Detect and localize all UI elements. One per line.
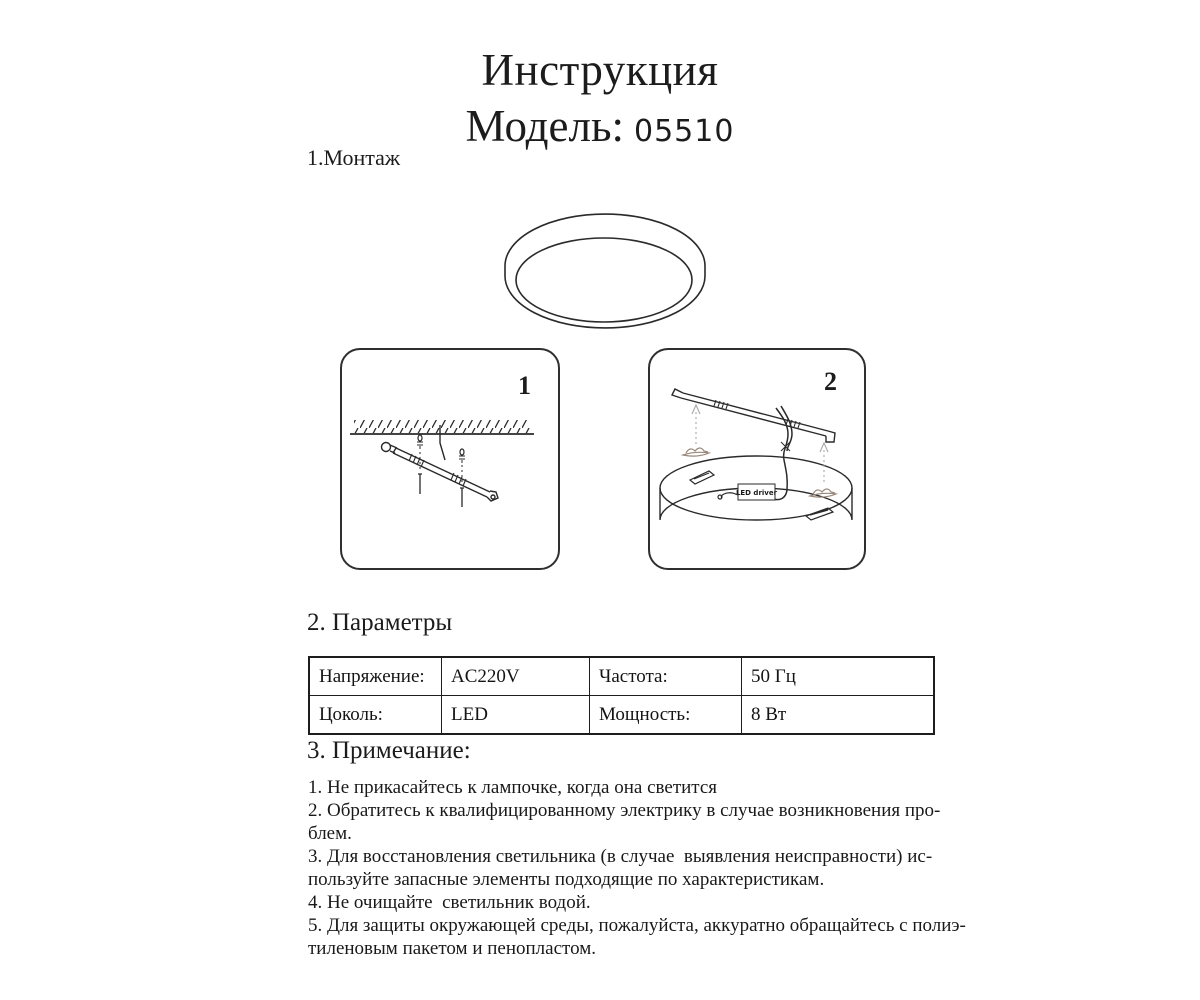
table-row: [309, 657, 934, 696]
section-notes-heading: 3. Примечание:: [307, 737, 471, 764]
mounting-step-1-figure: [340, 348, 560, 570]
table-row: [309, 696, 934, 735]
note-line: блем.: [308, 823, 352, 844]
led-driver-label: LED driver: [735, 489, 778, 497]
note-line: пользуйте запасные элементы подходящие по характеристикам.: [308, 869, 825, 890]
step-2-drawing: [650, 350, 860, 564]
note-line: тиленовым пакетом и пенопластом.: [308, 938, 596, 959]
arrow-up-right-icon: [820, 443, 828, 482]
param-value: 8 Вт: [742, 696, 935, 735]
mounting-step-2-figure: [648, 348, 866, 570]
lamp-diffuser: [516, 238, 692, 322]
param-label: Цоколь:: [309, 696, 442, 735]
wing-screw-right: [810, 489, 836, 497]
param-value: 50 Гц: [742, 657, 935, 696]
ceiling-hatch: [354, 420, 530, 433]
param-value: LED: [442, 696, 590, 735]
param-label: Мощность:: [590, 696, 742, 735]
model-number: 05510: [634, 114, 735, 149]
wing-screw-left: [683, 448, 709, 456]
lamp-rim: [505, 214, 705, 328]
base-slot-right: [806, 508, 833, 520]
model-label: Модель:: [465, 101, 624, 151]
step-1-drawing: [342, 350, 554, 564]
parameters-table: [308, 656, 935, 735]
ceiling-lamp-drawing: [494, 202, 716, 342]
notes-list: [308, 776, 966, 960]
page-title: Инструкция: [481, 45, 719, 95]
mounting-bracket: [672, 389, 835, 442]
section-montage-heading: 1.Монтаж: [307, 145, 401, 170]
note-line: 1. Не прикасайтесь к лампочке, когда она светится: [308, 777, 718, 798]
base-slot-left: [690, 471, 714, 484]
note-line: 2. Обратитесь к квалифицированному электрику в случае возникновения про-: [308, 800, 941, 821]
arrow-up-left-icon: [692, 405, 700, 444]
note-line: 3. Для восстановления светильника (в случае выявления неисправности) ис-: [308, 846, 933, 867]
param-value: AC220V: [442, 657, 590, 696]
section-params-heading: 2. Параметры: [307, 609, 453, 636]
power-wire: [774, 406, 792, 500]
param-label: Напряжение:: [309, 657, 442, 696]
step-number-label: 1: [518, 371, 531, 400]
model-line: [0, 100, 1200, 152]
note-line: 4. Не очищайте светильник водой.: [308, 892, 591, 913]
note-line: 5. Для защиты окружающей среды, пожалуйста, аккуратно обращайтесь с полиэ-: [308, 915, 966, 936]
param-label: Частота:: [590, 657, 742, 696]
step-number-label: 2: [824, 367, 837, 396]
mounting-bracket: [382, 443, 499, 502]
